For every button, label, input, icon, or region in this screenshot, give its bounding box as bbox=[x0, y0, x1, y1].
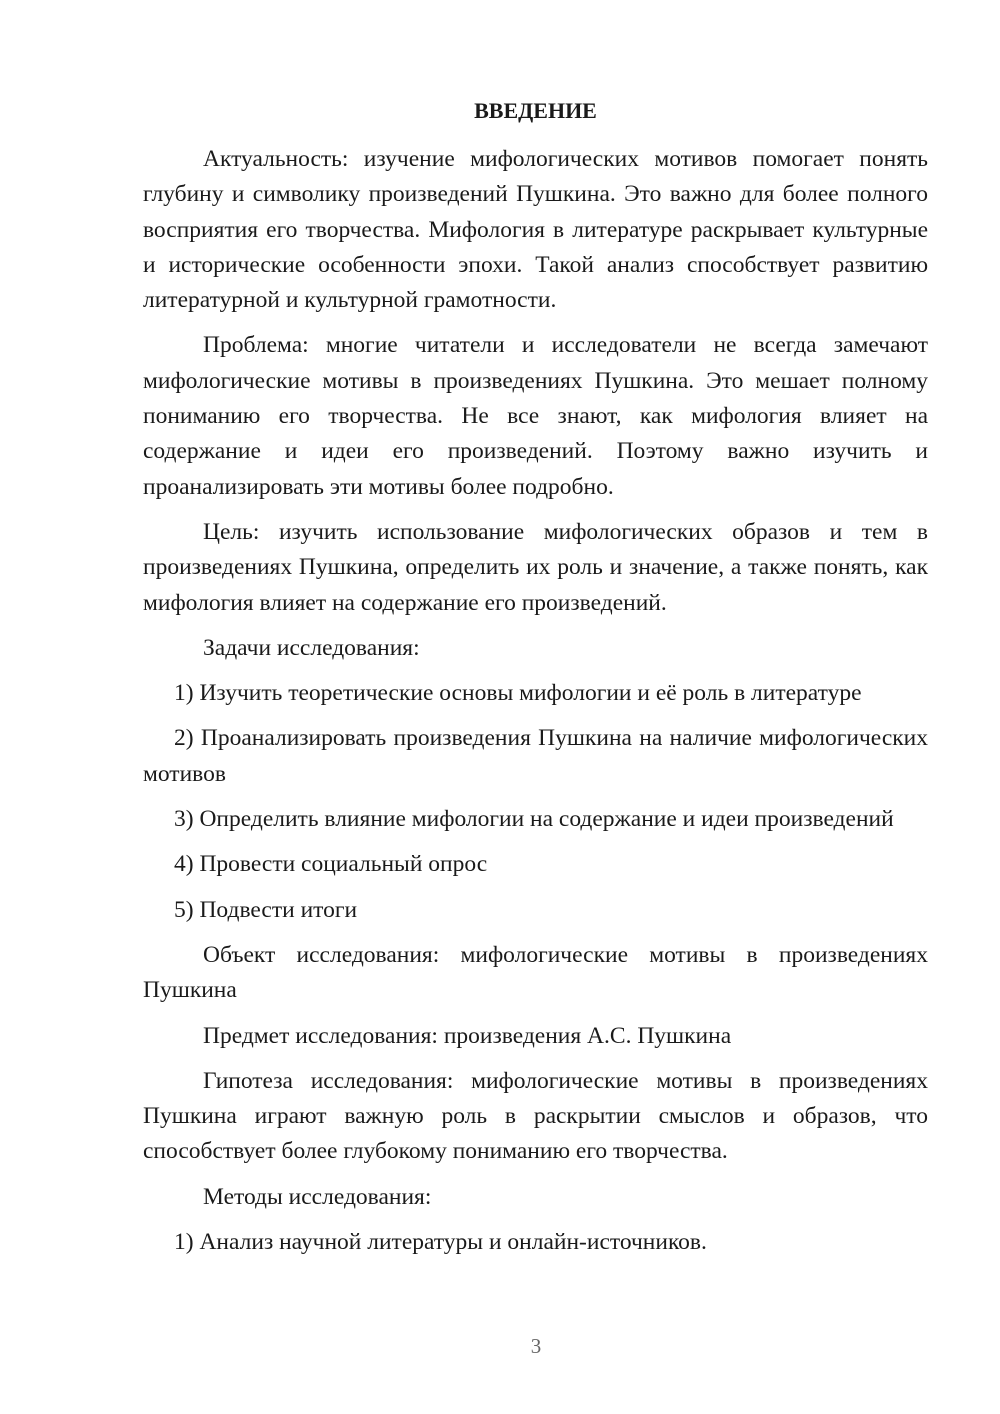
method-item-1: 1) Анализ научной литературы и онлайн-источников. bbox=[174, 1229, 707, 1256]
paragraph-relevance: Актуальность: изучение мифологических мотивов помогает понять глубину и символику произведений Пушкина. Это важно для более полного восприятия его творчества. Мифология в литературе раскрывает культурные и исторические особенности эпохи. Такой анализ способствует развитию литературной и культурной грамотности. bbox=[143, 146, 928, 314]
task-item-4: 4) Провести социальный опрос bbox=[174, 851, 488, 878]
paragraph-subject: Предмет исследования: произведения А.С. Пушкина bbox=[203, 1022, 732, 1049]
document-body bbox=[143, 142, 928, 1270]
paragraph-goal: Цель: изучить использование мифологических образов и тем в произведениях Пушкина, определить их роль и значение, а также понять, как мифология влияет на содержание его произведений. bbox=[143, 518, 928, 616]
task-item-2: 2) Проанализировать произведения Пушкина на наличие мифологических мотивов bbox=[143, 725, 928, 787]
paragraph-object: Объект исследования: мифологические мотивы в произведениях Пушкина bbox=[143, 941, 928, 1004]
page-title: ВВЕДЕНИЕ bbox=[474, 98, 597, 123]
paragraph-problem: Проблема: многие читатели и исследователи не всегда замечают мифологические мотивы в произведениях Пушкина. Это мешает полному пониманию его творчества. Не все знают, как мифология влияет на содержание и идеи его произведений. Поэтому важно изучить и проанализировать эти мотивы более подробно. bbox=[143, 332, 928, 500]
task-item-3: 3) Определить влияние мифологии на содержание и идеи произведений bbox=[174, 806, 894, 833]
paragraph-tasks-heading: Задачи исследования: bbox=[203, 634, 420, 661]
page-number: 3 bbox=[530, 1334, 542, 1358]
task-item-1: 1) Изучить теоретические основы мифологии и её роль в литературе bbox=[174, 680, 862, 707]
paragraph-hypothesis: Гипотеза исследования: мифологические мотивы в произведениях Пушкина играют важную роль в раскрытии смыслов и образов, что способствует более глубокому пониманию его творчества. bbox=[143, 1067, 928, 1165]
task-item-5: 5) Подвести итоги bbox=[174, 896, 358, 923]
paragraph-methods-heading: Методы исследования: bbox=[203, 1183, 432, 1210]
